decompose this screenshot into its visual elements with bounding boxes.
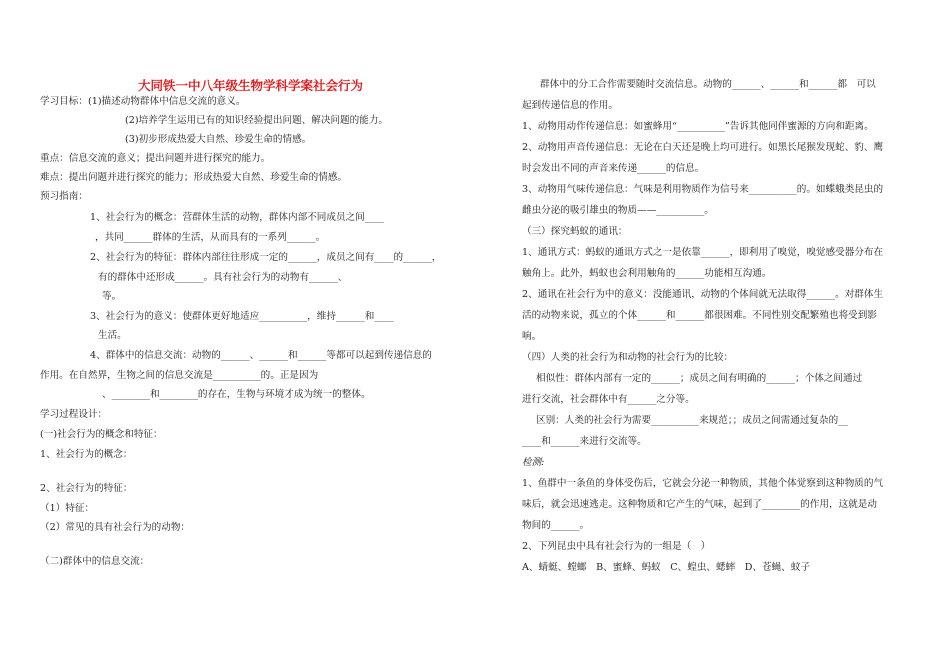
text-line: 响。 — [522, 331, 542, 342]
text-line: 作用。在自然界，生物之间的信息交流是__________的。正是因为 — [40, 370, 319, 381]
text-line: （2）常见的具有社会行为的动物： — [40, 522, 191, 533]
text-line: 生活。 — [98, 330, 127, 341]
text-line: 活的动物来说，孤立的个体______和______都很困难。不同性别交配繁殖也将受到影 — [522, 310, 877, 321]
text-line: (3)初步形成热爱大自然、珍爱生命的情感。 — [125, 134, 312, 145]
text-line: 4、群体中的信息交流：动物的______、______和______等都可以起到传递信息的 — [90, 350, 432, 361]
section-heading: 学习过程设计： — [40, 409, 108, 420]
text-line: 区别：人类的社会行为需要__________来规范；；成员之间需通过复杂的__ — [536, 415, 848, 426]
section-heading: (一)社会行为的概念和特征： — [40, 429, 163, 440]
text-line: 1、鱼群中一条鱼的身体受伤后，它就会分泌一种物质，其他个体觉察到这种物质的气 — [522, 478, 884, 489]
text-line: 难点：提出问题并进行探究的能力；形成热爱大自然、珍爱生命的情感。 — [40, 172, 347, 183]
text-line: 3、动物用气味传递信息：气味是利用物质作为信号来__________的。如蝶蛾类昆虫的 — [522, 184, 884, 195]
text-line: 起到传递信息的作用。 — [522, 100, 618, 111]
text-line: 1、社会行为的概念： — [40, 449, 133, 460]
text-line: 味后，就会迅速逃走。这种物质和它产生的气味，起到了________的作用，这就是动 — [522, 499, 877, 510]
section-heading: （二)群体中的信息交流： — [40, 556, 150, 567]
text-line: 2、社会行为的特征： — [40, 483, 133, 494]
text-line: 学习目标：(1)描述动物群体中信息交流的意义。 — [40, 96, 246, 107]
text-line: 预习指南： — [40, 191, 88, 202]
text-line: 时会发出不同的声音来传递______的信息。 — [522, 163, 705, 174]
text-line: 2、社会行为的特征：群体内部往往形成一定的______，成员之间有____的______， — [90, 252, 442, 263]
text-line: 进行交流，社会群体中有______之分等。 — [522, 394, 695, 405]
text-line: ，共同______群体的生活，从而具有的一系列______。 — [95, 232, 326, 243]
text-line: 2、动物用声音传递信息：无论在白天还是晚上均可进行。如黑长尾猴发现蛇、豹、鹰 — [522, 142, 884, 153]
text-line: 1、社会行为的概念：营群体生活的动物，群体内部不同成员之间____ — [90, 212, 384, 223]
text-line: 触角上。此外，蚂蚁也会利用触角的______功能相互沟通。 — [522, 268, 772, 279]
text-line: 3、社会行为的意义：使群体更好地适应__________，维持______和____ — [90, 311, 394, 322]
text-line: 群体中的分工合作需要随时交流信息。动物的______、______和______都 可以 — [540, 79, 876, 90]
text-line: 重点：信息交流的意义；提出问题并进行探究的能力。 — [40, 153, 271, 164]
text-line: 、________和________的存在，生物与环境才成为统一的整体。 — [102, 389, 371, 400]
text-line: (2)培养学生运用已有的知识经验提出问题、解决问题的能力。 — [125, 115, 389, 126]
answer-options: A、蜻蜓、螳螂 B、蜜蜂、蚂蚁 C、蝗虫、蟋蟀 D、苍蝇、蚊子 — [522, 562, 811, 573]
text-line: 等。 — [102, 291, 122, 302]
text-line: 1、通讯方式：蚂蚁的通讯方式之一是依靠______，即利用了嗅觉，嗅觉感受器分布在 — [522, 247, 884, 258]
text-line: ____和______来进行交流等。 — [522, 436, 647, 447]
section-heading: （四）人类的社会行为和动物的社会行为的比较： — [522, 352, 734, 363]
text-line: 物间的______。 — [522, 520, 590, 531]
text-line: 2、通讯在社会行为中的意义：没能通讯，动物的个体间就无法取得______。对群体生 — [522, 289, 884, 300]
question-line: 2、下列昆虫中具有社会行为的一组是（ ） — [522, 541, 711, 552]
text-line: 雌虫分泌的吸引雄虫的物质——__________。 — [522, 205, 714, 216]
text-line: 1、动物用动作传递信息：如蜜蜂用“__________”告诉其他同伴蜜源的方向和距离。 — [522, 121, 874, 132]
section-heading: 检测: — [522, 457, 545, 468]
page-title: 大同铁一中八年级生物学科学案社会行为 — [138, 78, 364, 93]
section-heading: （三）探究蚂蚁的通讯： — [522, 226, 628, 237]
text-line: 有的群体中还形成______。具有社会行为的动物有______、 — [98, 272, 348, 283]
text-line: 相似性：群体内部有一定的______；成员之间有明确的______；个体之间通过 — [536, 373, 863, 384]
text-line: （1）特征： — [40, 503, 95, 514]
